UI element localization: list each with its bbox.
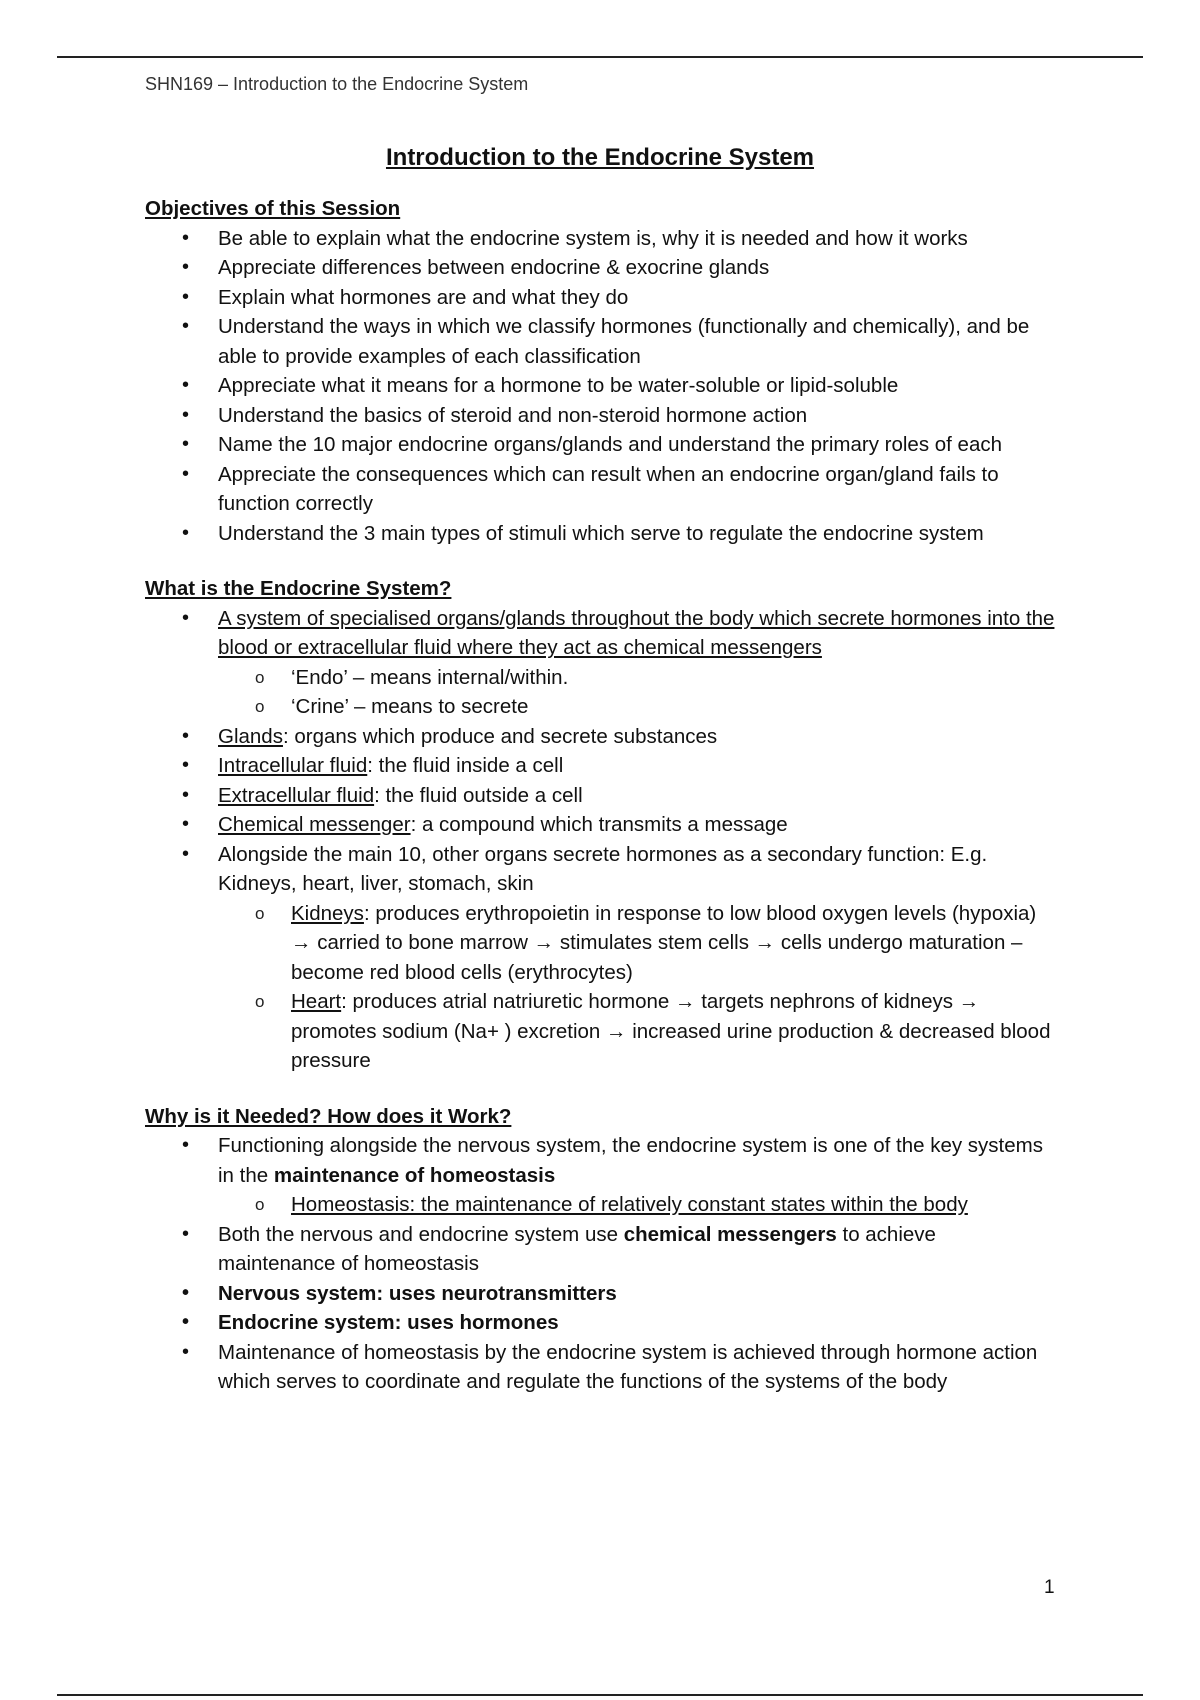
list-item: • Appreciate the consequences which can result when an endocrine organ/gland fails to function correctly xyxy=(218,460,1055,519)
what-is-heading: What is the Endocrine System? xyxy=(145,577,452,600)
list-item: • Appreciate differences between endocrine & exocrine glands xyxy=(218,253,1055,283)
list-item: o ‘Crine’ – means to secrete xyxy=(291,692,1055,722)
list-item xyxy=(218,722,1055,752)
term-label: Chemical messenger xyxy=(218,813,411,836)
list-item: • Understand the basics of steroid and non-steroid hormone action xyxy=(218,401,1055,431)
why-needed-heading: Why is it Needed? How does it Work? xyxy=(145,1104,512,1128)
term-text: : the fluid inside a cell xyxy=(367,754,564,777)
list-item: • Nervous system: uses neurotransmitters xyxy=(218,1279,1055,1309)
list-item xyxy=(291,987,1055,1076)
term-text: : a compound which transmits a message xyxy=(410,813,788,836)
item-text: Functioning alongside the nervous system, the endocrine system is one of the key systems in the xyxy=(218,1134,1043,1187)
term-text: : organs which produce and secrete substances xyxy=(282,724,718,748)
running-header: SHN169 – Introduction to the Endocrine System xyxy=(145,74,529,94)
document-title: Introduction to the Endocrine System xyxy=(385,144,815,171)
term-text: : produces atrial natriuretic hormone → targets nephrons of kidneys → promotes sodium (Na+ ) excretion → increased urine production & decreased blood pressure xyxy=(291,990,1051,1072)
why-needed-section xyxy=(145,1102,1055,1397)
term-label: Heart xyxy=(291,990,342,1013)
page-number: 1 xyxy=(1044,1577,1055,1598)
document-body xyxy=(145,140,1055,1423)
list-item: o Homeostasis: the maintenance of relatively constant states within the body xyxy=(291,1190,1055,1220)
secondary-sublist xyxy=(218,899,1055,1076)
term-label: Kidneys xyxy=(291,901,364,925)
term-label: Intracellular fluid xyxy=(218,754,368,777)
list-item xyxy=(218,751,1055,781)
definition-sublist xyxy=(218,663,1055,722)
what-is-section xyxy=(145,574,1055,1076)
what-is-list xyxy=(145,604,1055,1076)
term-label: Extracellular fluid xyxy=(218,783,375,807)
list-item: • Appreciate what it means for a hormone to be water-soluble or lipid-soluble xyxy=(218,371,1055,401)
list-item xyxy=(218,810,1055,840)
list-item: o ‘Endo’ – means internal/within. xyxy=(291,663,1055,693)
term-text: : produces erythropoietin in response to low blood oxygen levels (hypoxia) → carried to bone marrow → stimulates stem cells → cells undergo maturation – become red blood cells (erythrocytes) xyxy=(291,901,1037,984)
list-item xyxy=(218,840,1055,1076)
list-item: • Explain what hormones are and what they do xyxy=(218,283,1055,313)
list-item: • Name the 10 major endocrine organs/glands and understand the primary roles of each xyxy=(218,430,1055,460)
list-item: • Maintenance of homeostasis by the endocrine system is achieved through hormone action which serves to coordinate and regulate the functions of the systems of the body xyxy=(218,1338,1055,1397)
objectives-heading: Objectives of this Session xyxy=(145,197,401,220)
objectives-section xyxy=(145,194,1055,548)
footer-rule xyxy=(57,1694,1143,1696)
list-item xyxy=(218,781,1055,811)
homeostasis-sublist xyxy=(218,1190,1055,1220)
definition-text: A system of specialised organs/glands throughout the body which secrete hormones into the blood or extracellular fluid where they act as chemical messengers xyxy=(218,606,1055,659)
list-item: • Endocrine system: uses hormones xyxy=(218,1308,1055,1338)
list-item: • Understand the ways in which we classify hormones (functionally and chemically), and be able to provide examples of each classification xyxy=(218,312,1055,371)
header-rule xyxy=(57,56,1143,58)
list-item xyxy=(218,604,1055,722)
list-item xyxy=(218,1220,1055,1279)
item-text: Both the nervous and endocrine system use xyxy=(218,1222,624,1246)
secondary-text: Alongside the main 10, other organs secrete hormones as a secondary function: E.g. Kidneys, heart, liver, stomach, skin xyxy=(218,842,988,895)
list-item xyxy=(218,1131,1055,1220)
objectives-list xyxy=(145,224,1055,549)
item-bold-text: maintenance of homeostasis xyxy=(273,1163,556,1187)
list-item: • Be able to explain what the endocrine system is, why it is needed and how it works xyxy=(218,224,1055,254)
why-needed-list xyxy=(145,1131,1055,1397)
item-bold-text: chemical messengers xyxy=(623,1222,837,1246)
list-item xyxy=(291,899,1055,988)
term-text: : the fluid outside a cell xyxy=(374,783,583,807)
list-item: • Understand the 3 main types of stimuli which serve to regulate the endocrine system xyxy=(218,519,1055,549)
item-text: to achieve maintenance of homeostasis xyxy=(218,1222,936,1275)
term-label: Glands xyxy=(218,724,283,748)
